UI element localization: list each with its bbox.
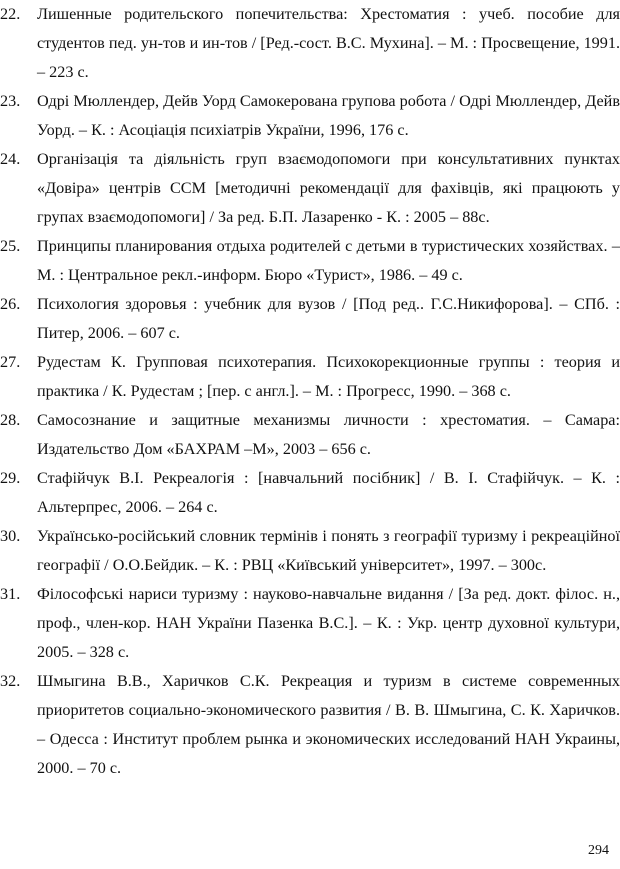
reference-number: 27. [0,353,21,371]
reference-item-30 [0,522,620,580]
reference-number: 26. [0,295,21,313]
reference-item-25 [0,232,620,290]
reference-item-27 [0,348,620,406]
reference-number: 23. [0,92,21,110]
reference-item-32 [0,667,620,783]
reference-number: 30. [0,527,21,545]
reference-item-26 [0,290,620,348]
reference-text: Принципы планирования отдыха родителей с детьми в туристических хозяйствах. – М. : Центральное рекл.-информ. Бюро «Турист», 1986. – 49 с. [37,237,620,284]
reference-number: 31. [0,585,21,603]
reference-number: 22. [0,5,21,23]
reference-text: Стафійчук В.І. Рекреалогія : [навчальний посібник] / В. І. Стафійчук. – К. : Альтерпрес, 2006. – 264 с. [37,469,620,516]
reference-item-24 [0,145,620,232]
reference-text: Українсько-російський словник термінів і понять з географії туризму і рекреаційної географії / О.О.Бейдик. – К. : РВЦ «Київський університет», 1997. – 300с. [37,527,620,574]
reference-number: 25. [0,237,21,255]
reference-item-22 [0,0,620,87]
reference-text: Рудестам К. Групповая психотерапия. Психокорекционные группы : теория и практика / К. Рудестам ; [пер. с англ.]. – М. : Прогресс, 1990. – 368 с. [37,353,620,400]
reference-number: 24. [0,150,21,168]
reference-item-29 [0,464,620,522]
reference-text: Лишенные родительского попечительства: Хрестоматия : учеб. пособие для студентов пед. ун-тов и ин-тов / [Ред.-сост. В.С. Мухина]. – М. : Просвещение, 1991. – 223 с. [37,5,620,81]
reference-text: Шмыгина В.В., Харичков С.К. Рекреация и туризм в системе современных приоритетов социально-экономического развития / В. В. Шмыгина, С. К. Харичков. – Одесса : Институт проблем рынка и экономических исследований НАН Украины, 2000. – 70 с. [37,672,620,777]
reference-item-23 [0,87,620,145]
reference-text: Філософські нариси туризму : науково-навчальне видання / [За ред. докт. філос. н., проф., член-кор. НАН України Пазенка В.С.]. – К. : Укр. центр духовної культури, 2005. – 328 с. [37,585,620,661]
reference-number: 32. [0,672,21,690]
reference-text: Організація та діяльність груп взаємодопомоги при консультативних пунктах «Довіра» центрів ССМ [методичні рекомендації для фахівців, які працюють у групах взаємодопомоги] / За ред. Б.П. Лазаренко - К. : 2005 – 88с. [37,150,620,226]
reference-item-31 [0,580,620,667]
reference-number: 29. [0,469,21,487]
reference-text: Самосознание и защитные механизмы личности : хрестоматия. – Самара: Издательство Дом «БАХРАМ –М», 2003 – 656 с. [37,411,620,458]
reference-text: Одрі Мюллендер, Дейв Уорд Самокерована групова робота / Одрі Мюллендер, Дейв Уорд. – К. : Асоціація психіатрів України, 1996, 176 с. [37,92,620,139]
reference-text: Психология здоровья : учебник для вузов / [Под ред.. Г.С.Никифорова]. – СПб. : Питер, 2006. – 607 с. [37,295,620,342]
reference-item-28 [0,406,620,464]
page-number: 294 [588,843,609,858]
reference-number: 28. [0,411,21,429]
